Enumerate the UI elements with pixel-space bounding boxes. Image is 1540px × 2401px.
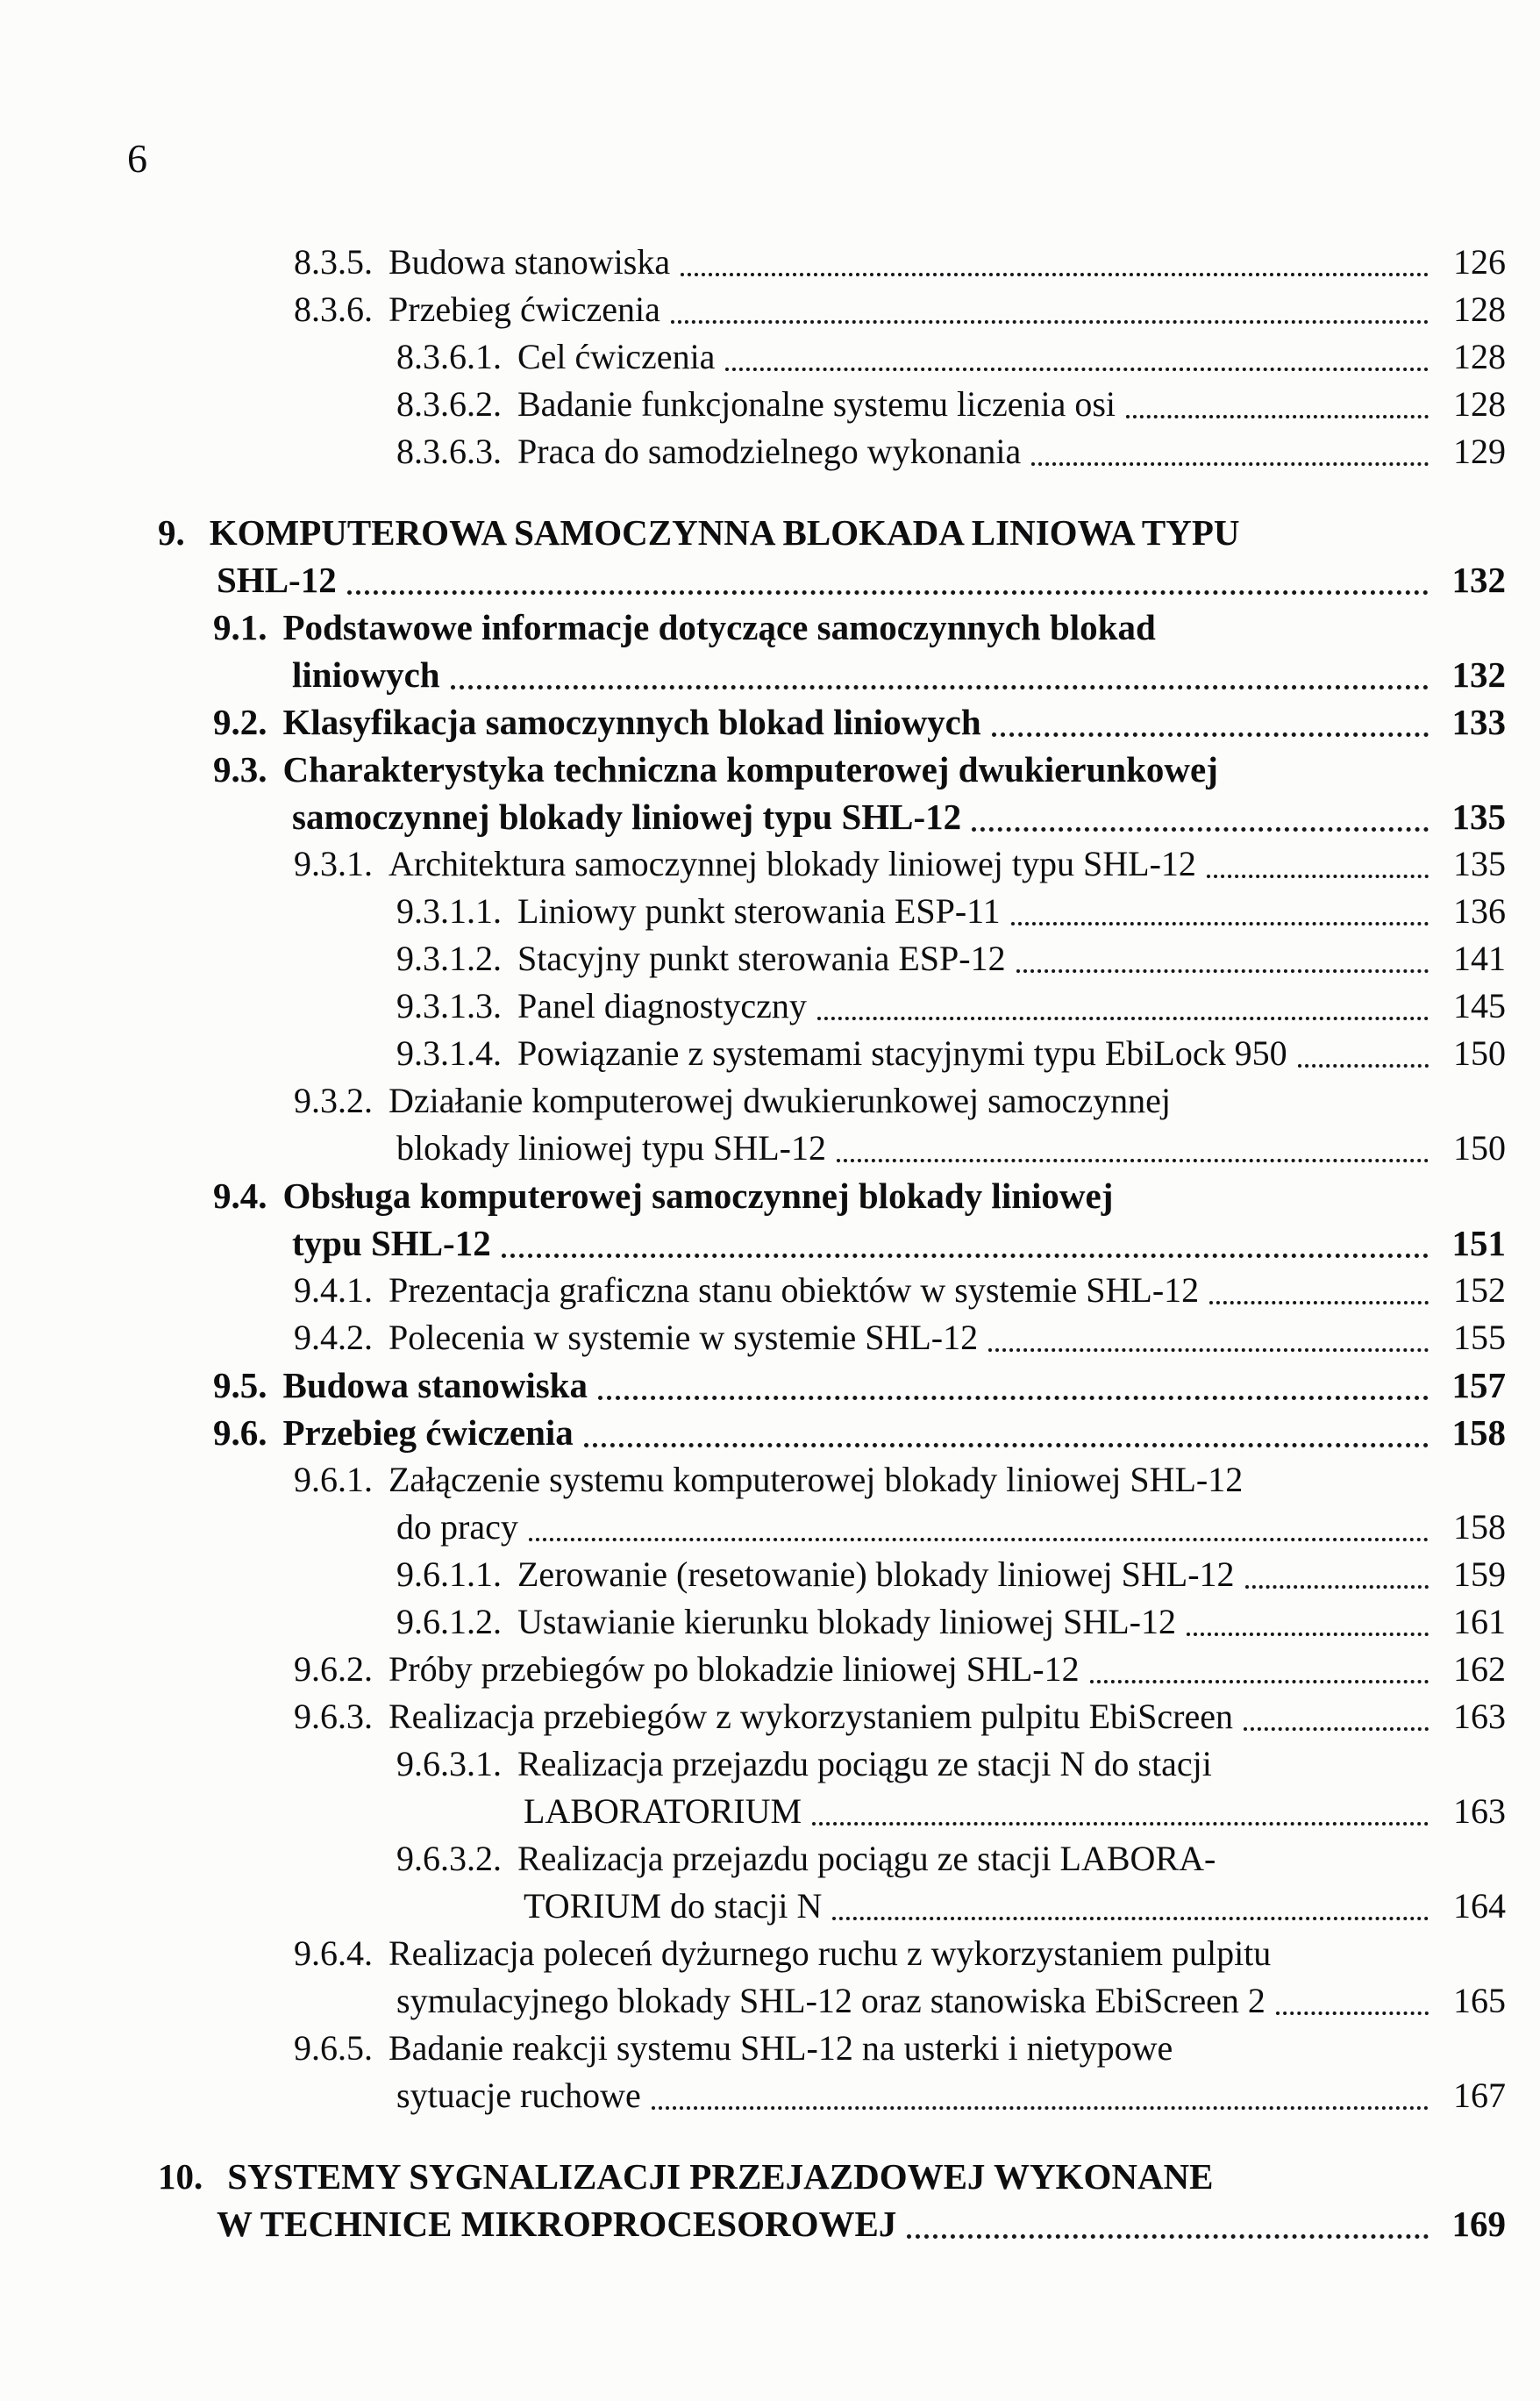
- toc-entry-line: [0, 1361, 1506, 1409]
- toc-page-number: 155: [1453, 1318, 1506, 1357]
- toc-page-number: 132: [1451, 654, 1506, 695]
- toc-page-number: 152: [1453, 1270, 1506, 1310]
- toc-entry: [0, 2153, 1506, 2247]
- toc-entry-number: 9.6.1.: [294, 1460, 373, 1499]
- toc-entry-line: [0, 840, 1506, 888]
- toc-page-number: 128: [1453, 384, 1506, 424]
- toc-entry-line: [0, 746, 1506, 793]
- toc-entry-number: 9.3.2.: [294, 1081, 373, 1120]
- toc-entry-number: 9.6.2.: [294, 1649, 373, 1689]
- toc-entry-line: [0, 2200, 1506, 2247]
- dot-leader: [725, 368, 1429, 371]
- toc-entry-text: [396, 1744, 1212, 1783]
- toc-entry-line: [0, 983, 1506, 1030]
- toc-page-number: 158: [1453, 1507, 1506, 1547]
- toc-entry-text: [396, 1598, 1176, 1646]
- toc-entry: [0, 935, 1506, 983]
- toc-entry-title: KOMPUTEROWA SAMOCZYNNA BLOKADA LINIOWA TYPU: [209, 512, 1240, 553]
- toc-entry-line: [0, 509, 1506, 556]
- dot-leader: [812, 1822, 1429, 1826]
- toc-entry-number: 9.3.: [213, 749, 267, 790]
- toc-page-number: 126: [1453, 242, 1506, 282]
- toc-entry: [0, 239, 1506, 286]
- toc-entry-number: 9.5.: [213, 1365, 267, 1405]
- toc-entry-title: Budowa stanowiska: [389, 242, 671, 282]
- toc-page-number: 169: [1451, 2204, 1506, 2244]
- toc-entry-text: [396, 1125, 826, 1172]
- toc-page-number: 151: [1451, 1223, 1506, 1263]
- toc-entry-line: [0, 1646, 1506, 1693]
- toc-entry: [0, 1930, 1506, 2025]
- toc-entry-number: 9.3.1.4.: [396, 1033, 502, 1073]
- dot-leader: [817, 1017, 1429, 1020]
- toc-entry-title: Architektura samoczynnej blokady liniowej typu SHL-12: [389, 844, 1196, 883]
- toc-entry: [0, 333, 1506, 381]
- toc-page-number: 133: [1451, 702, 1506, 742]
- toc-entry-number: 9.1.: [213, 607, 267, 647]
- toc-entry: [0, 1030, 1506, 1077]
- toc-entry-line: [0, 1883, 1506, 1930]
- toc-entry-title: blokady liniowej typu SHL-12: [396, 1128, 826, 1168]
- toc-entry-title: Zerowanie (resetowanie) blokady liniowej SHL-12: [517, 1554, 1235, 1594]
- toc-entry-title: Polecenia w systemie w systemie SHL-12: [389, 1318, 979, 1357]
- toc-page-number: 162: [1453, 1649, 1506, 1689]
- toc-entry-line: [0, 1504, 1506, 1551]
- dot-leader: [671, 320, 1429, 324]
- toc-entry: [0, 604, 1506, 698]
- dot-leader: [1276, 2012, 1429, 2015]
- dot-leader: [681, 273, 1429, 276]
- toc-entry: [0, 1267, 1506, 1314]
- toc-entry: [0, 840, 1506, 888]
- toc-entry-title: samoczynnej blokady liniowej typu SHL-12: [292, 797, 962, 837]
- toc-entry-title: Realizacja przejazdu pociągu ze stacji N do stacji: [517, 1744, 1212, 1783]
- toc-entry-line: [0, 239, 1506, 286]
- toc-entry-title: Klasyfikacja samoczynnych blokad liniowych: [282, 702, 981, 742]
- dot-leader: [832, 1917, 1429, 1920]
- toc-page-number: 128: [1453, 337, 1506, 376]
- toc-entry-number: 9.6.: [213, 1412, 267, 1453]
- toc-entry-number: 10.: [158, 2156, 203, 2197]
- toc-entry-text: [213, 749, 1218, 790]
- toc-entry-line: [0, 286, 1506, 333]
- page-number-folio: 6: [127, 136, 147, 181]
- toc-entry-text: [396, 983, 807, 1030]
- toc-entry-text: [396, 888, 1001, 935]
- toc-entry: [0, 1551, 1506, 1598]
- toc-entry-line: [0, 1598, 1506, 1646]
- toc-entry-line: [0, 935, 1506, 983]
- toc-entry-text: [524, 1788, 802, 1835]
- toc-entry-line: [0, 1409, 1506, 1456]
- toc-entry: [0, 381, 1506, 428]
- toc-entry-title: Przebieg ćwiczenia: [389, 289, 660, 329]
- toc-entry-text: [294, 840, 1196, 888]
- toc-entry-line: [0, 2025, 1506, 2072]
- toc-page-number: 157: [1451, 1365, 1506, 1405]
- toc-entry-line: [0, 381, 1506, 428]
- toc-entry: [0, 1646, 1506, 1693]
- toc-entry-text: [294, 2028, 1173, 2068]
- toc-page-number: 135: [1453, 844, 1506, 883]
- toc-entry-text: [292, 1219, 491, 1267]
- toc-entry-title: do pracy: [396, 1507, 518, 1547]
- dot-leader: [1126, 415, 1429, 418]
- toc-entry-title: TORIUM do stacji N: [524, 1886, 823, 1926]
- toc-entry-number: 9.4.: [213, 1175, 267, 1216]
- toc-page-number: 150: [1453, 1033, 1506, 1073]
- toc-entry-line: [0, 1930, 1506, 1977]
- toc-page-number: 161: [1453, 1602, 1506, 1641]
- toc-entry-line: [0, 333, 1506, 381]
- dot-leader: [1090, 1680, 1429, 1683]
- toc-entry-line: [0, 1788, 1506, 1835]
- toc-entry-number: 9.6.3.1.: [396, 1744, 502, 1783]
- toc-entry-line: [0, 556, 1506, 604]
- dot-leader: [1031, 462, 1429, 466]
- toc-entry-text: [396, 333, 715, 381]
- dot-leader: [347, 590, 1429, 595]
- dot-leader: [1209, 1301, 1429, 1304]
- toc-entry-title: SYSTEMY SYGNALIZACJI PRZEJAZDOWEJ WYKONANE: [227, 2156, 1214, 2197]
- toc-entry-line: [0, 428, 1506, 475]
- toc-entry-title: Przebieg ćwiczenia: [282, 1412, 574, 1453]
- toc-entry-number: 8.3.6.2.: [396, 384, 502, 424]
- toc-entry-text: [396, 1030, 1287, 1077]
- toc-entry: [0, 698, 1506, 746]
- toc-entry-number: 9.3.1.1.: [396, 891, 502, 931]
- toc-entry-line: [0, 1267, 1506, 1314]
- dot-leader: [988, 1348, 1429, 1352]
- toc-entry-text: [158, 2156, 1214, 2197]
- toc-entry-number: 9.6.3.2.: [396, 1839, 502, 1878]
- toc-entry-title: Cel ćwiczenia: [517, 337, 716, 376]
- toc-page-number: 129: [1453, 432, 1506, 471]
- toc-entry-number: 8.3.5.: [294, 242, 373, 282]
- toc-page-number: 158: [1451, 1412, 1506, 1453]
- toc-entry-text: [396, 1504, 518, 1551]
- toc-entry-line: [0, 1740, 1506, 1788]
- toc-entry-title: Prezentacja graficzna stanu obiektów w systemie SHL-12: [389, 1270, 1200, 1310]
- toc-entry: [0, 1598, 1506, 1646]
- dot-leader: [502, 1254, 1429, 1258]
- toc-entry-title: Powiązanie z systemami stacyjnymi typu EbiLock 950: [517, 1033, 1287, 1073]
- toc-entry-line: [0, 1172, 1506, 1219]
- toc-entry-line: [0, 604, 1506, 651]
- toc-entry: [0, 2025, 1506, 2119]
- toc-entry-line: [0, 1030, 1506, 1077]
- dot-leader: [907, 2234, 1429, 2239]
- toc-entry-text: [396, 381, 1116, 428]
- toc-entry-number: 9.2.: [213, 702, 267, 742]
- toc-entry-line: [0, 698, 1506, 746]
- toc-entry: [0, 286, 1506, 333]
- toc-entry-line: [0, 1835, 1506, 1883]
- toc-entry-number: 8.3.6.: [294, 289, 373, 329]
- toc-entry-number: 9.6.1.2.: [396, 1602, 502, 1641]
- toc-page-number: 136: [1453, 891, 1506, 931]
- dot-leader: [652, 2106, 1429, 2110]
- toc-entry: [0, 1314, 1506, 1361]
- dot-leader: [584, 1443, 1429, 1447]
- toc-entry-text: [294, 286, 660, 333]
- toc-entry: [0, 1361, 1506, 1409]
- toc-entry-number: 8.3.6.1.: [396, 337, 502, 376]
- dot-leader: [598, 1396, 1429, 1400]
- dot-leader: [529, 1538, 1429, 1541]
- toc-page-number: 135: [1451, 797, 1506, 837]
- toc-entry-line: [0, 1456, 1506, 1504]
- toc-entry: [0, 1456, 1506, 1551]
- dot-leader: [992, 732, 1429, 737]
- toc-entry-title: Działanie komputerowej dwukierunkowej samoczynnej: [389, 1081, 1171, 1120]
- toc-entry-text: [213, 1409, 574, 1456]
- toc-entry-line: [0, 2072, 1506, 2119]
- toc-entry-line: [0, 1551, 1506, 1598]
- toc-entry-title: Charakterystyka techniczna komputerowej dwukierunkowej: [282, 749, 1218, 790]
- toc-entry-text: [213, 607, 1156, 647]
- toc-entry: [0, 1740, 1506, 1835]
- toc-page-number: 164: [1453, 1886, 1506, 1926]
- toc-entry-text: [217, 556, 337, 604]
- toc-entry-number: 9.: [158, 512, 185, 553]
- toc-entry-line: [0, 1977, 1506, 2025]
- toc-entry-line: [0, 1125, 1506, 1172]
- toc-entry-text: [294, 1933, 1271, 1973]
- toc-entry-title: W TECHNICE MIKROPROCESOROWEJ: [217, 2204, 897, 2244]
- dot-leader: [1011, 922, 1429, 925]
- toc-page-number: 163: [1453, 1697, 1506, 1736]
- toc-entry-text: [524, 1883, 822, 1930]
- toc-entry-title: Panel diagnostyczny: [517, 986, 807, 1025]
- toc-entry-title: Podstawowe informacje dotyczące samoczynnych blokad: [282, 607, 1156, 647]
- dot-leader: [1187, 1633, 1429, 1636]
- toc-entry-line: [0, 2153, 1506, 2200]
- toc-entry-title: Realizacja przejazdu pociągu ze stacji LABORA-: [517, 1839, 1216, 1878]
- toc-entry-title: Stacyjny punkt sterowania ESP-12: [517, 939, 1006, 978]
- toc-entry: [0, 1693, 1506, 1740]
- toc-entry-text: [292, 651, 440, 698]
- dot-leader: [1016, 969, 1429, 973]
- toc-entry-number: 8.3.6.3.: [396, 432, 502, 471]
- toc-entry-number: 9.4.1.: [294, 1270, 373, 1310]
- table-of-contents: [0, 239, 1506, 2247]
- toc-entry-line: [0, 1219, 1506, 1267]
- toc-entry-title: Badanie funkcjonalne systemu liczenia osi: [517, 384, 1116, 424]
- toc-entry-title: Obsługa komputerowej samoczynnej blokady liniowej: [282, 1175, 1114, 1216]
- toc-entry: [0, 428, 1506, 475]
- toc-page-number: 167: [1453, 2076, 1506, 2115]
- dot-leader: [1244, 1727, 1429, 1731]
- toc-page-number: 163: [1453, 1791, 1506, 1831]
- toc-page-number: 132: [1451, 560, 1506, 600]
- toc-entry-line: [0, 1693, 1506, 1740]
- toc-entry-number: 9.4.2.: [294, 1318, 373, 1357]
- toc-entry-number: 9.3.1.3.: [396, 986, 502, 1025]
- toc-page-number: 145: [1453, 986, 1506, 1025]
- dot-leader: [451, 685, 1429, 690]
- toc-entry-text: [396, 428, 1021, 475]
- toc-entry-text: [292, 793, 961, 840]
- dot-leader: [837, 1159, 1429, 1162]
- toc-page-number: 128: [1453, 289, 1506, 329]
- toc-entry: [0, 1172, 1506, 1267]
- toc-entry: [0, 1077, 1506, 1172]
- toc-entry: [0, 746, 1506, 840]
- toc-entry-title: sytuacje ruchowe: [396, 2076, 641, 2115]
- toc-entry-title: Realizacja przebiegów z wykorzystaniem pulpitu EbiScreen: [389, 1697, 1233, 1736]
- toc-entry-text: [294, 1314, 978, 1361]
- toc-page-number: 150: [1453, 1128, 1506, 1168]
- toc-entry-title: Liniowy punkt sterowania ESP-11: [517, 891, 1001, 931]
- toc-entry-text: [396, 935, 1006, 983]
- dot-leader: [1245, 1585, 1429, 1589]
- toc-entry-title: symulacyjnego blokady SHL-12 oraz stanowiska EbiScreen 2: [396, 1981, 1266, 2020]
- toc-entry-text: [294, 1267, 1199, 1314]
- toc-entry-title: Realizacja poleceń dyżurnego ruchu z wykorzystaniem pulpitu: [389, 1933, 1272, 1973]
- toc-entry-number: 9.6.1.1.: [396, 1554, 502, 1594]
- toc-entry-title: Próby przebiegów po blokadzie liniowej SHL-12: [389, 1649, 1080, 1689]
- toc-entry-line: [0, 888, 1506, 935]
- toc-entry-title: Praca do samodzielnego wykonania: [517, 432, 1022, 471]
- toc-entry: [0, 509, 1506, 604]
- toc-entry-number: 9.3.1.: [294, 844, 373, 883]
- toc-entry-line: [0, 1077, 1506, 1125]
- toc-page-number: 141: [1453, 939, 1506, 978]
- toc-entry-number: 9.3.1.2.: [396, 939, 502, 978]
- toc-entry-text: [213, 1175, 1113, 1216]
- toc-entry-title: Załączenie systemu komputerowej blokady liniowej SHL-12: [389, 1460, 1244, 1499]
- toc-entry-line: [0, 651, 1506, 698]
- toc-entry-text: [217, 2200, 896, 2247]
- toc-entry-text: [396, 2072, 641, 2119]
- toc-entry-number: 9.6.5.: [294, 2028, 373, 2068]
- toc-entry-text: [396, 1977, 1266, 2025]
- dot-leader: [972, 827, 1429, 832]
- toc-entry-text: [294, 1081, 1171, 1120]
- dot-leader: [1298, 1064, 1429, 1068]
- toc-entry-text: [294, 239, 670, 286]
- toc-entry: [0, 1835, 1506, 1930]
- toc-entry-title: Budowa stanowiska: [282, 1365, 588, 1405]
- toc-entry-number: 9.6.3.: [294, 1697, 373, 1736]
- dot-leader: [1207, 875, 1429, 878]
- toc-entry-text: [396, 1839, 1216, 1878]
- toc-entry-title: typu SHL-12: [292, 1223, 491, 1263]
- toc-entry-title: Badanie reakcji systemu SHL-12 na usterki i nietypowe: [389, 2028, 1173, 2068]
- toc-page-number: 159: [1453, 1554, 1506, 1594]
- toc-entry-title: liniowych: [292, 654, 440, 695]
- toc-entry-text: [396, 1551, 1235, 1598]
- toc-entry-title: Ustawianie kierunku blokady liniowej SHL-12: [517, 1602, 1176, 1641]
- toc-entry: [0, 983, 1506, 1030]
- toc-entry-text: [294, 1460, 1243, 1499]
- toc-entry-title: SHL-12: [217, 560, 337, 600]
- toc-entry-text: [294, 1693, 1233, 1740]
- toc-entry-text: [294, 1646, 1080, 1693]
- toc-entry-title: LABORATORIUM: [524, 1791, 802, 1831]
- toc-page-number: 165: [1453, 1981, 1506, 2020]
- toc-entry-text: [213, 698, 981, 746]
- toc-entry: [0, 1409, 1506, 1456]
- toc-entry-number: 9.6.4.: [294, 1933, 373, 1973]
- toc-entry-line: [0, 793, 1506, 840]
- toc-entry-line: [0, 1314, 1506, 1361]
- toc-entry: [0, 888, 1506, 935]
- toc-entry-text: [158, 512, 1239, 553]
- toc-entry-text: [213, 1361, 588, 1409]
